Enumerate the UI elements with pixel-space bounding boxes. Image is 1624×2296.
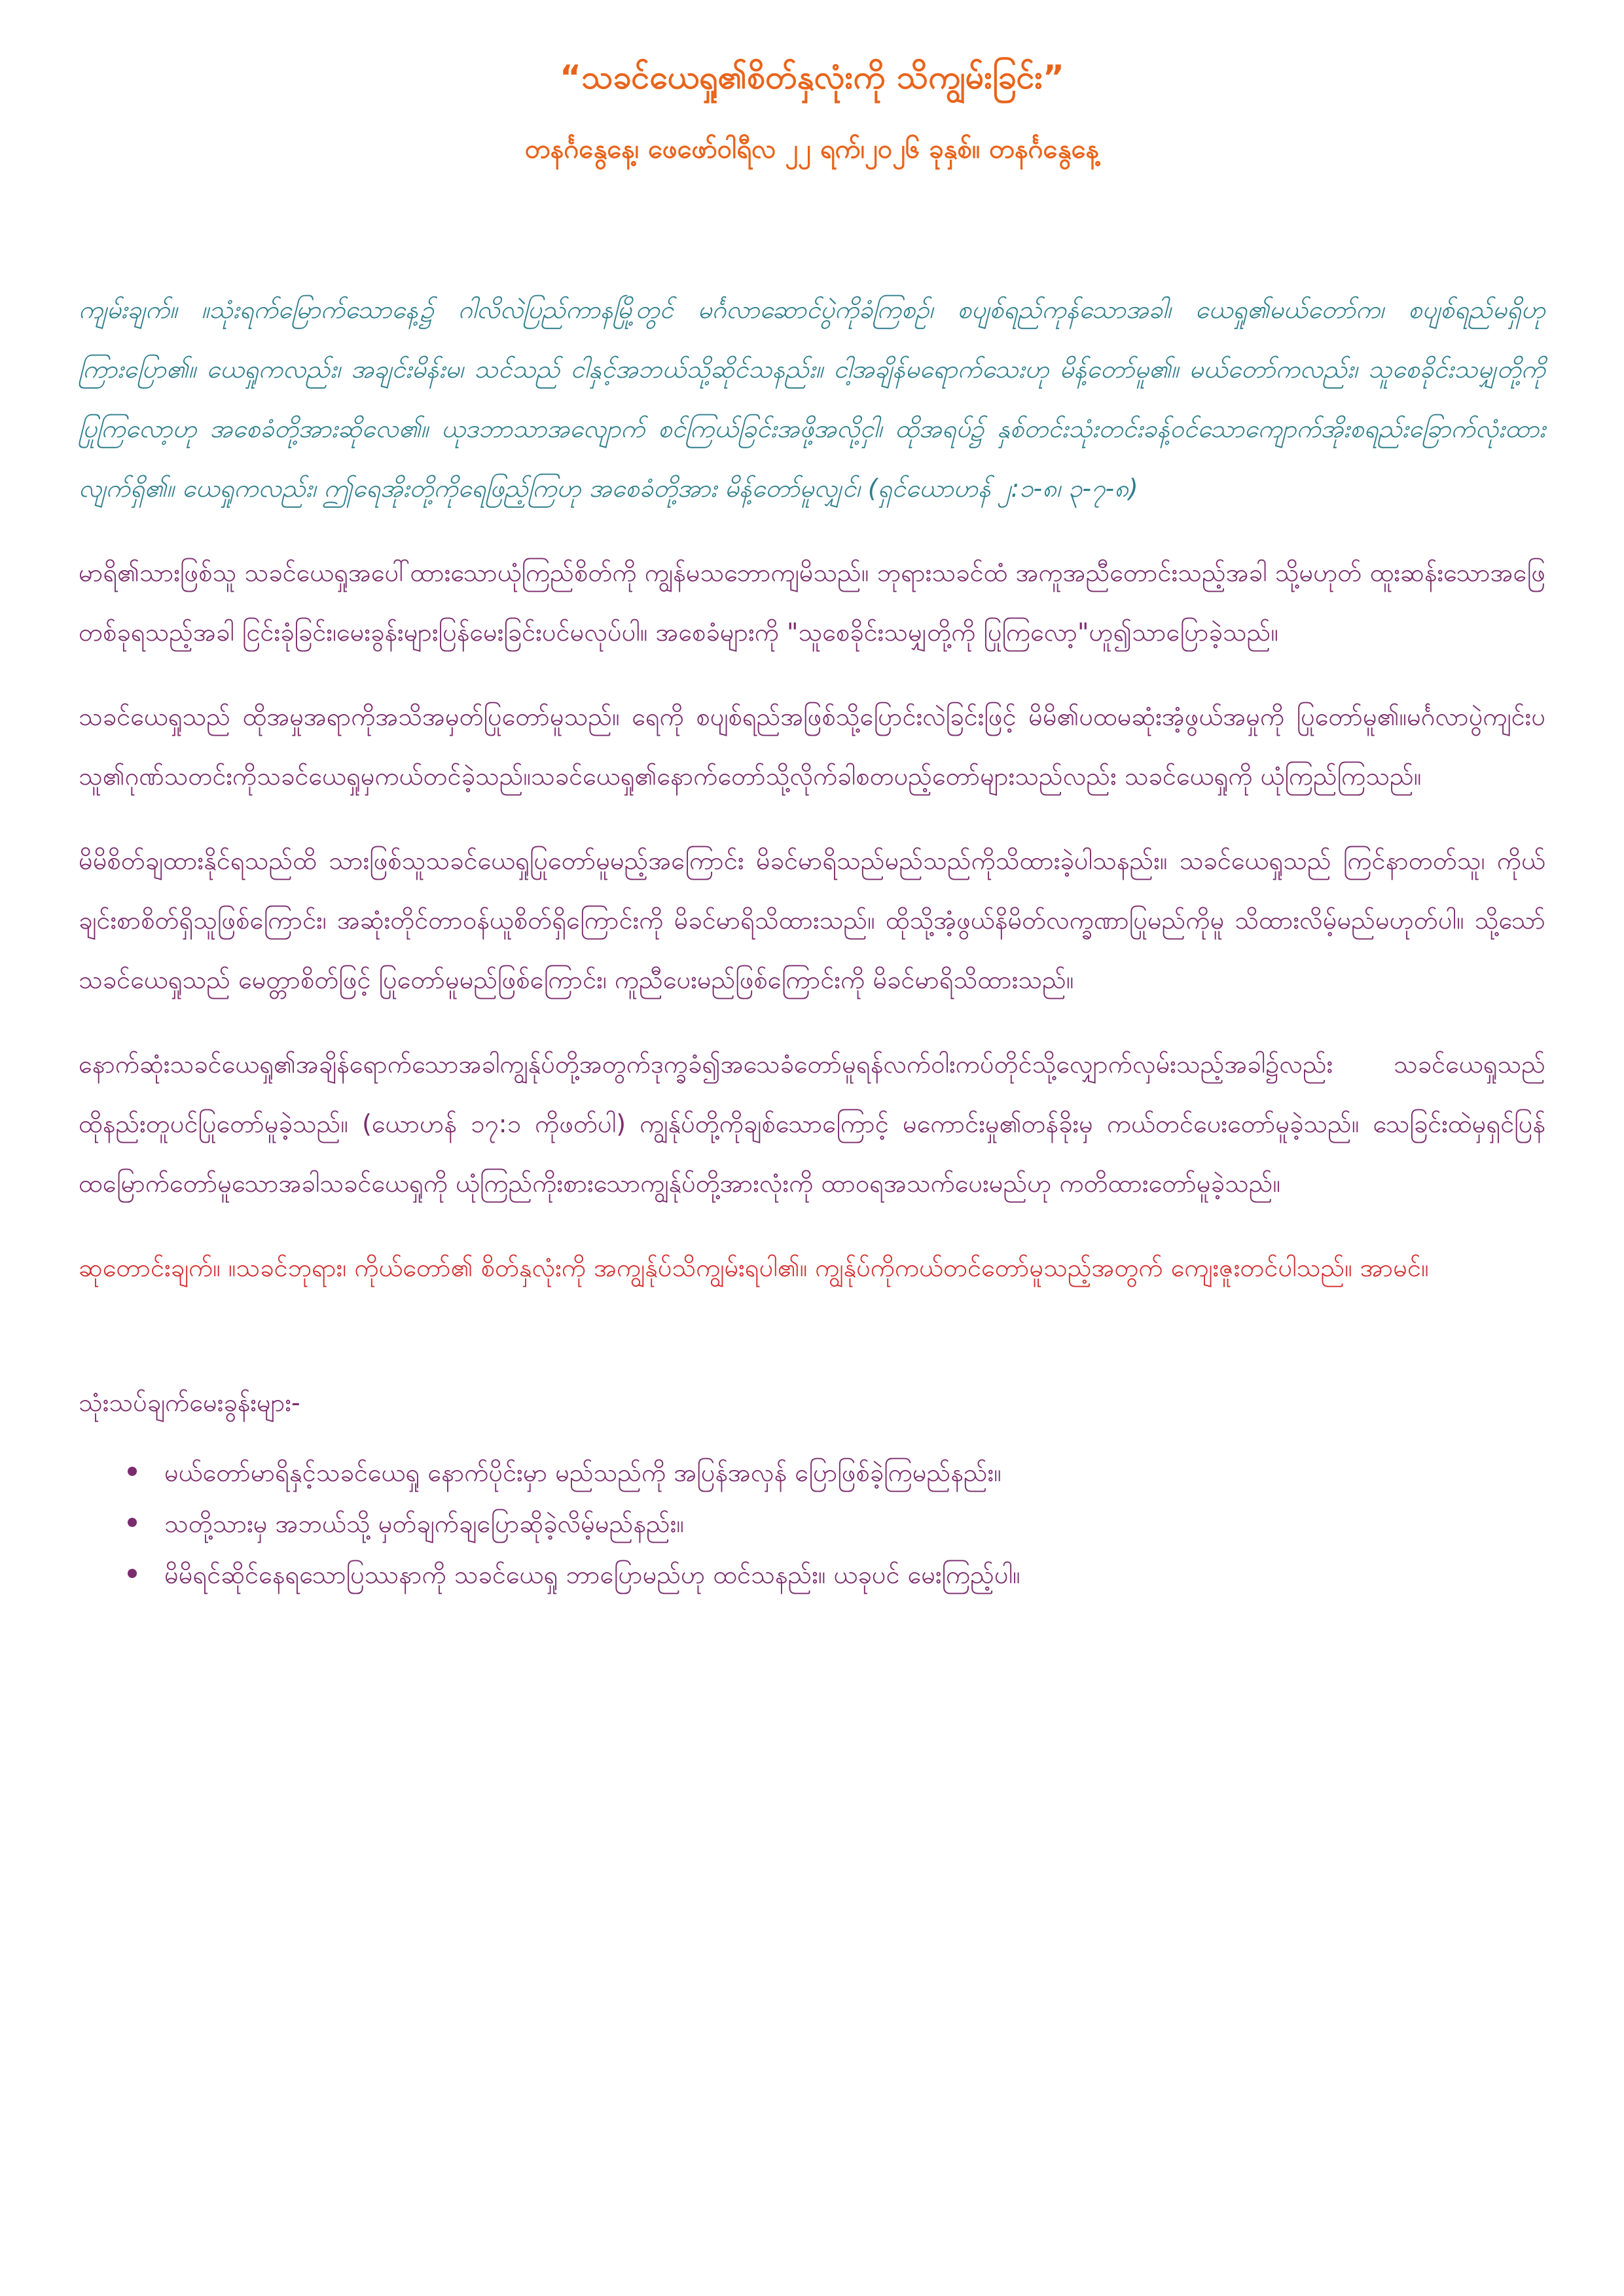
body-paragraph: သခင်ယေရှုသည် ထိုအမှုအရာကိုအသိအမှတ်ပြုတော်မူသည်။ ရေကို စပျစ်ရည်အဖြစ်သို့ပြောင်းလဲခြင်းဖြင့် မိမိ၏ပထမဆုံးအံ့ဖွယ်အမှုကို ပြုတော်မူ၏။မင်္ဂလာပွဲကျင်းပသူ၏ဂုဏ်သတင်းကိုသခင်ယေရှုမှကယ်တင်ခဲ့သည်။သခင်ယေရှု၏နောက်တော်သို့လိုက်ခါစတပည့်တော်များသည်လည်း သခင်ယေရှုကို ယုံကြည်ကြသည်။: [79, 702, 1545, 791]
bullet-icon: [128, 1518, 137, 1527]
body-paragraph: နောက်ဆုံးသခင်ယေရှု၏အချိန်ရောက်သောအခါကျွန်ုပ်တို့အတွက်ဒုက္ခခံ၍အသေခံတော်မူရန်လက်ဝါးကပ်တိုင်သို့လျှောက်လှမ်းသည့်အခါ၌လည်း သခင်ယေရှုသည် ထိုနည်းတူပင်ပြုတော်မူခဲ့သည်။ (ယောဟန် ၁၇:၁ ကိုဖတ်ပါ) ကျွန်ုပ်တို့ကိုချစ်သောကြောင့် မကောင်းမှု၏တန်ခိုးမှ ကယ်တင်ပေးတော်မူခဲ့သည်။ သေခြင်းထဲမှရှင်ပြန်ထမြောက်တော်မူသောအခါသခင်ယေရှုကို ယုံကြည်ကိုးစားသောကျွန်ုပ်တို့အားလုံးကို ထာဝရအသက်ပေးမည်ဟု ကတိထားတော်မူခဲ့သည်။: [79, 1050, 1545, 1198]
bullet-icon: [128, 1467, 137, 1476]
date-line: တနင်္ဂနွေနေ့၊ ဖေဖော်ဝါရီလ ၂၂ ရက်၊၂၀၂၆ ခုနှစ်။ တနင်္ဂနွေနေ့: [524, 134, 1100, 164]
scripture-verse: ကျမ်းချက်။ ။သုံးရက်မြောက်သောနေ့၌ ဂါလိလဲပြည်ကာနမြို့တွင် မင်္ဂလာဆောင်ပွဲကိုခံကြစဉ်၊ စပျစ်ရည်ကုန်သောအခါ၊ ယေရှု၏မယ်တော်က၊ စပျစ်ရည်မရှိဟုကြားပြော၏။ ယေရှုကလည်း၊ အချင်းမိန်းမ၊ သင်သည် ငါနှင့်အဘယ်သို့ဆိုင်သနည်း။ ငါ့အချိန်မရောက်သေးဟု မိန့်တော်မူ၏။ မယ်တော်ကလည်း၊ သူစေခိုင်းသမျှတို့ကို ပြုကြလော့ဟု အစေခံတို့အားဆိုလေ၏။ ယုဒဘာသာအလျောက် စင်ကြယ်ခြင်းအဖို့အလို့ငှါ၊ ထိုအရပ်၌ နှစ်တင်းသုံးတင်းခန့်ဝင်သောကျောက်အိုးစရည်းခြောက်လုံးထားလျက်ရှိ၏။ ယေရှုကလည်း၊ ဤရေအိုးတို့ကိုရေဖြည့်ကြဟု အစေခံတို့အား မိန့်တော်မူလျှင်၊ (ရှင်ယောဟန် ၂:၁-၈၊ ၃-၇-၈): [79, 295, 1545, 503]
list-item: [128, 1549, 1545, 1600]
list-item: [128, 1498, 1545, 1549]
question-text: သတို့သားမှ အဘယ်သို့ မှတ်ချက်ချပြောဆိုခဲ့လိမ့်မည်နည်း။: [164, 1509, 684, 1538]
body-paragraph: မိမိစိတ်ချထားနိုင်ရသည်ထိ သားဖြစ်သူသခင်ယေရှုပြုတော်မူမည့်အကြောင်း မိခင်မာရိသည်မည်သည်ကိုသိထားခဲ့ပါသနည်း။ သခင်ယေရှုသည် ကြင်နာတတ်သူ၊ ကိုယ်ချင်းစာစိတ်ရှိသူဖြစ်ကြောင်း၊ အဆုံးတိုင်တာဝန်ယူစိတ်ရှိကြောင်းကို မိခင်မာရိသိထားသည်။ ထိုသို့အံ့ဖွယ်နိမိတ်လက္ခဏာပြုမည်ကိုမူ သိထားလိမ့်မည်မဟုတ်ပါ။ သို့သော်သခင်ယေရှုသည် မေတ္တာစိတ်ဖြင့် ပြုတော်မူမည်ဖြစ်ကြောင်း၊ ကူညီပေးမည်ဖြစ်ကြောင်းကို မိခင်မာရိသိထားသည်။: [79, 846, 1545, 994]
bullet-icon: [128, 1569, 137, 1578]
prayer-paragraph: ဆုတောင်းချက်။ ။သခင်ဘုရား၊ ကိုယ်တော်၏ စိတ်နှလုံးကို အကျွန်ုပ်သိကျွမ်းရပါ၏။ ကျွန်ုပ်ကိုကယ်တင်တော်မူသည့်အတွက် ကျေးဇူးတင်ပါသည်။ အာမင်။: [79, 1253, 1429, 1282]
questions-list: [79, 1447, 1545, 1600]
questions-heading: သုံးသပ်ချက်မေးခွန်းများ-: [79, 1388, 300, 1417]
body-paragraph: မာရိ၏သားဖြစ်သူ သခင်ယေရှုအပေါ်ထားသောယုံကြည်စိတ်ကို ကျွန်မသဘောကျမိသည်။ ဘုရားသခင်ထံ အကူအညီတောင်းသည့်အခါ သို့မဟုတ် ထူးဆန်းသောအဖြေတစ်ခုရသည့်အခါ ငြင်းခုံခြင်း၊မေးခွန်းများပြန်မေးခြင်းပင်မလုပ်ပါ။ အစေခံများကို "သူစေခိုင်းသမျှတို့ကို ပြုကြလော့"ဟူ၍သာပြောခဲ့သည်။: [79, 558, 1545, 647]
question-text: မယ်တော်မာရိနှင့်သခင်ယေရှု နောက်ပိုင်းမှာ မည်သည်ကို အပြန်အလှန် ပြောဖြစ်ခဲ့ကြမည်နည်း။: [164, 1458, 1001, 1487]
page-title: “သခင်ယေရှု၏စိတ်နှလုံးကို သိကျွမ်းခြင်း”: [560, 58, 1064, 96]
question-text: မိမိရင်ဆိုင်နေရသောပြဿနာကို သခင်ယေရှု ဘာပြောမည်ဟု ထင်သနည်း။ ယခုပင် မေးကြည့်ပါ။: [164, 1560, 1020, 1589]
list-item: [128, 1447, 1545, 1498]
